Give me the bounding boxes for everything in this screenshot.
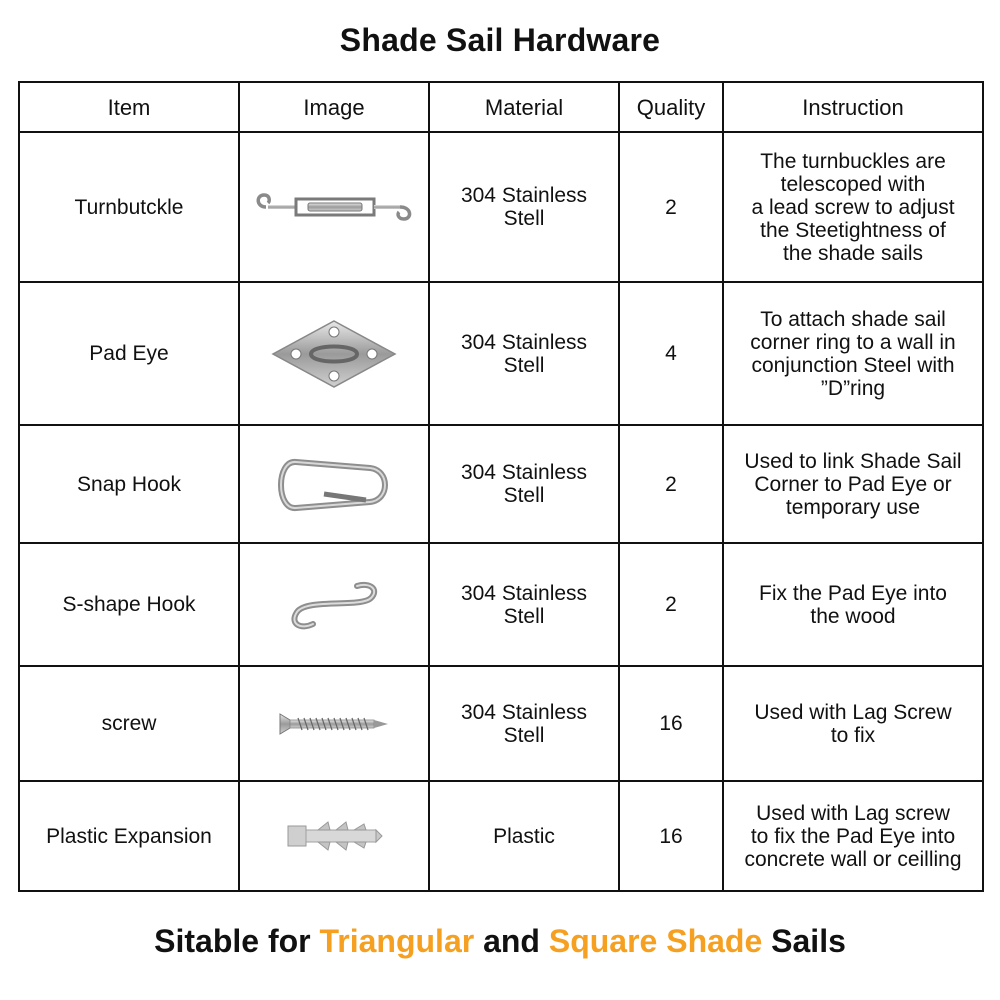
item-quantity: 2 [619, 425, 723, 543]
item-quantity: 16 [619, 781, 723, 891]
item-material: 304 Stainless Stell [429, 132, 619, 282]
item-instruction: Used with Lag Screw to fix [723, 666, 983, 781]
item-quantity: 2 [619, 543, 723, 666]
footer-text: Sitable for [154, 923, 320, 959]
item-image [239, 282, 429, 425]
item-name: Turnbutckle [19, 132, 239, 282]
header-material: Material [429, 82, 619, 132]
s-hook-icon [279, 576, 389, 634]
turnbuckle-icon [252, 187, 417, 227]
item-material: 304 Stainless Stell [429, 543, 619, 666]
footer-text: Sails [762, 923, 846, 959]
item-instruction: To attach shade sail corner ring to a wall in conjunction Steel with ”D”ring [723, 282, 983, 425]
page-title: Shade Sail Hardware [339, 22, 661, 58]
item-material: 304 Stainless Stell [429, 666, 619, 781]
header-image: Image [239, 82, 429, 132]
item-name: Pad Eye [19, 282, 239, 425]
table-header-row [19, 82, 983, 132]
item-quantity: 2 [619, 132, 723, 282]
item-instruction: The turnbuckles are telescoped with a lead screw to adjust the Steetightness of the shade sails [723, 132, 983, 282]
table-row [19, 282, 983, 425]
pad-eye-icon [269, 317, 399, 391]
item-image [239, 132, 429, 282]
item-quantity: 16 [619, 666, 723, 781]
footer-tagline [0, 923, 1000, 960]
item-quantity: 4 [619, 282, 723, 425]
header-quality: Quality [619, 82, 723, 132]
header-item: Item [19, 82, 239, 132]
item-instruction: Used with Lag screw to fix the Pad Eye into concrete wall or ceilling [723, 781, 983, 891]
item-material: 304 Stainless Stell [429, 425, 619, 543]
table-row [19, 132, 983, 282]
item-name: Plastic Expansion [19, 781, 239, 891]
item-material: Plastic [429, 781, 619, 891]
footer-highlight-square: Square Shade [548, 923, 763, 959]
item-material: 304 Stainless Stell [429, 282, 619, 425]
hardware-table [18, 81, 984, 892]
header-instruction: Instruction [723, 82, 983, 132]
item-name: screw [19, 666, 239, 781]
screw-icon [278, 712, 390, 736]
plastic-anchor-icon [284, 818, 384, 854]
item-image [239, 781, 429, 891]
snap-hook-icon [274, 454, 394, 514]
footer-text: and [474, 923, 549, 959]
table-row [19, 666, 983, 781]
table-row [19, 425, 983, 543]
footer-highlight-triangular: Triangular [319, 923, 475, 959]
item-instruction: Fix the Pad Eye into the wood [723, 543, 983, 666]
item-image [239, 425, 429, 543]
item-name: S-shape Hook [19, 543, 239, 666]
item-image [239, 543, 429, 666]
item-name: Snap Hook [19, 425, 239, 543]
item-image [239, 666, 429, 781]
table-row [19, 543, 983, 666]
table-row [19, 781, 983, 891]
item-instruction: Used to link Shade Sail Corner to Pad Eye or temporary use [723, 425, 983, 543]
